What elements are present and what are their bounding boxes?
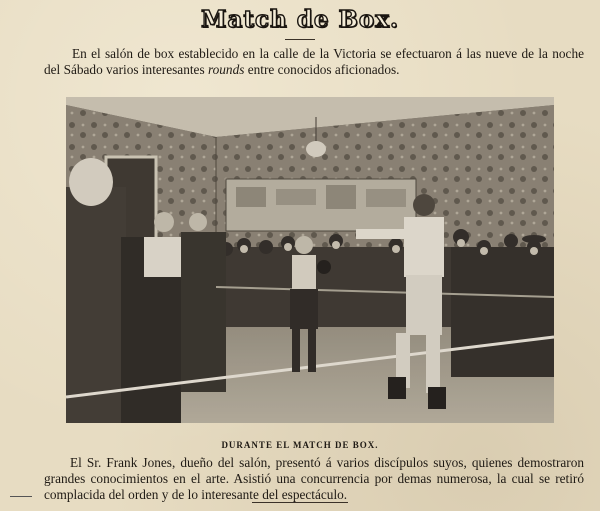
intro-text-2: entre conocidos aficionados. (244, 62, 400, 77)
intro-text-1: En el salón de box establecido en la calle de la Victoria se efectuaron á las nueve de la noche del Sábado varios interesantes (44, 46, 584, 77)
photo-caption: DURANTE EL MATCH DE BOX. (221, 440, 379, 450)
boxing-match-photo (66, 97, 554, 423)
title-rule (285, 39, 315, 40)
intro-italic-word: rounds (207, 62, 245, 77)
end-rule (252, 502, 348, 503)
margin-mark (10, 496, 32, 497)
article-intro (44, 46, 584, 78)
article-body: El Sr. Frank Jones, dueño del salón, presentó á varios discípulos suyos, quienes demostraron grandes conocimientos en el arte. Asistió una concurrencia por demas numerosa, la cual se retiró complacida del orden y de lo interesante del espectáculo. (44, 455, 584, 502)
photo-illustration (66, 97, 554, 423)
article-title: Match de Box. (201, 6, 399, 33)
